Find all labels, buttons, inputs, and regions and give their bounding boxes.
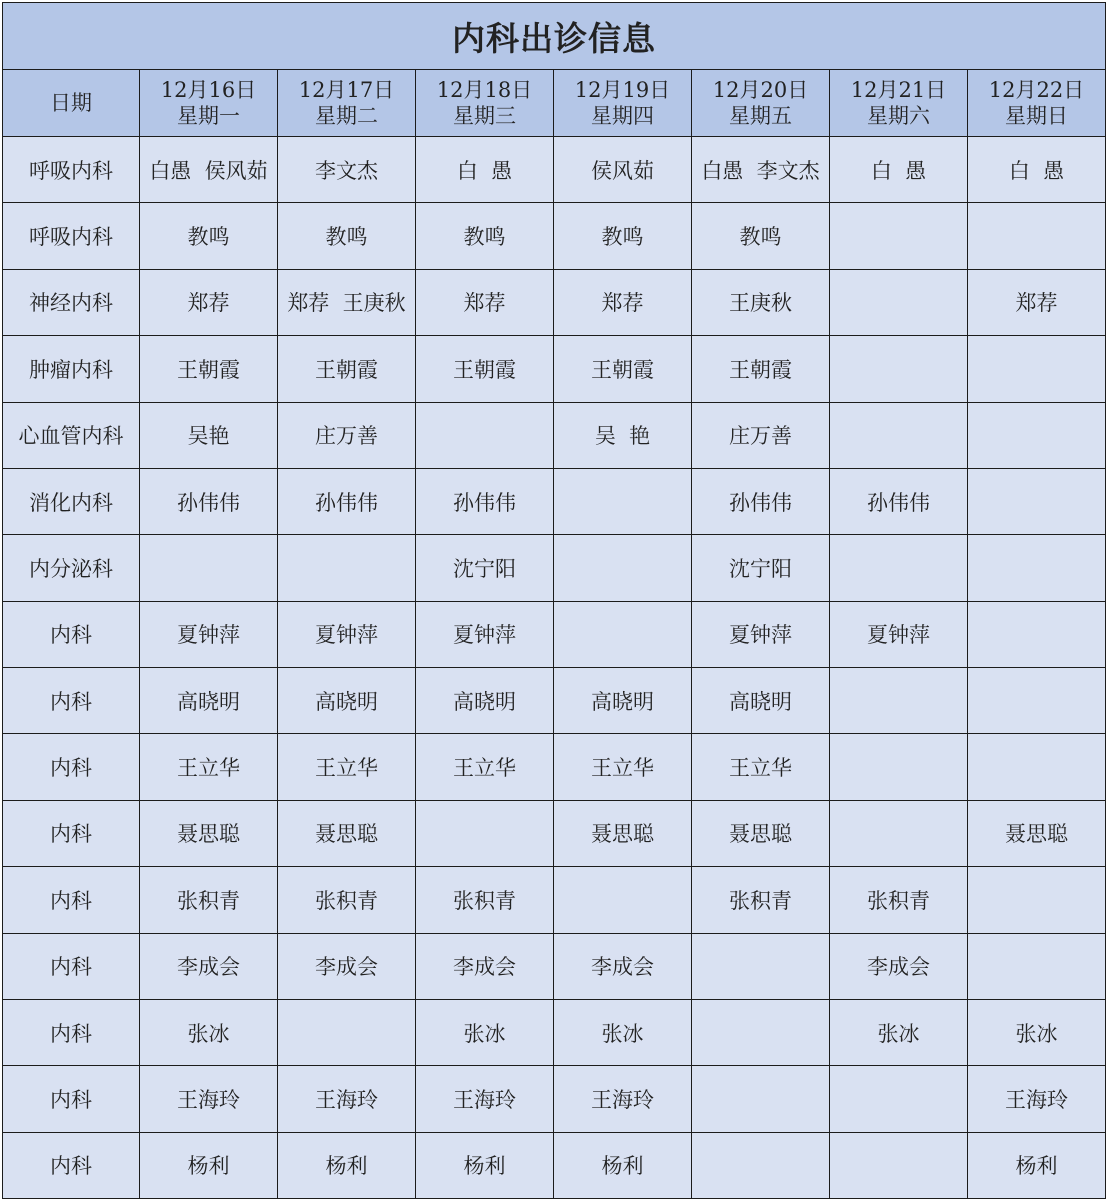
doctor-cell	[554, 867, 692, 933]
day-weekday: 星期一	[177, 104, 240, 128]
doctor-cell	[692, 999, 830, 1065]
doctor-cell: 王海玲	[278, 1066, 416, 1132]
doctor-cell: 吴艳	[140, 402, 278, 468]
doctor-cell: 王庚秋	[692, 269, 830, 335]
table-row	[3, 668, 1106, 734]
doctor-cell: 聂思聪	[692, 800, 830, 866]
doctor-cell: 张积青	[692, 867, 830, 933]
department-cell: 神经内科	[3, 269, 140, 335]
table-row	[3, 336, 1106, 402]
table-row	[3, 402, 1106, 468]
doctor-cell	[416, 402, 554, 468]
doctor-cell: 侯风茹	[554, 137, 692, 203]
doctor-cell: 孙伟伟	[830, 468, 968, 534]
doctor-cell: 张积青	[278, 867, 416, 933]
doctor-cell: 聂思聪	[278, 800, 416, 866]
doctor-cell: 白 愚	[416, 137, 554, 203]
department-cell: 内科	[3, 734, 140, 800]
doctor-cell: 夏钟萍	[278, 601, 416, 667]
doctor-cell	[968, 203, 1106, 269]
doctor-cell: 聂思聪	[554, 800, 692, 866]
doctor-cell	[692, 933, 830, 999]
doctor-cell	[692, 1132, 830, 1198]
table-row	[3, 933, 1106, 999]
doctor-cell: 白愚 侯风茹	[140, 137, 278, 203]
doctor-cell: 张冰	[140, 999, 278, 1065]
day-date: 12月16日	[160, 78, 257, 102]
table-row	[3, 1066, 1106, 1132]
doctor-cell: 王立华	[278, 734, 416, 800]
day-header	[968, 70, 1106, 137]
doctor-cell: 夏钟萍	[830, 601, 968, 667]
day-date: 12月21日	[850, 78, 947, 102]
table-row	[3, 867, 1106, 933]
doctor-cell	[968, 336, 1106, 402]
department-cell: 肿瘤内科	[3, 336, 140, 402]
doctor-cell	[830, 800, 968, 866]
doctor-cell	[968, 668, 1106, 734]
doctor-cell: 高晓明	[554, 668, 692, 734]
doctor-cell: 杨利	[554, 1132, 692, 1198]
doctor-cell	[830, 269, 968, 335]
department-cell: 消化内科	[3, 468, 140, 534]
doctor-cell	[968, 601, 1106, 667]
day-header	[830, 70, 968, 137]
doctor-cell: 沈宁阳	[692, 535, 830, 601]
doctor-cell: 教鸣	[278, 203, 416, 269]
doctor-cell: 王朝霞	[692, 336, 830, 402]
doctor-cell: 杨利	[968, 1132, 1106, 1198]
doctor-cell: 张积青	[830, 867, 968, 933]
doctor-cell	[830, 734, 968, 800]
doctor-cell: 王立华	[416, 734, 554, 800]
day-date: 12月20日	[712, 78, 809, 102]
doctor-cell: 夏钟萍	[140, 601, 278, 667]
department-cell: 内科	[3, 1066, 140, 1132]
doctor-cell: 王海玲	[140, 1066, 278, 1132]
department-cell: 内科	[3, 999, 140, 1065]
doctor-cell: 王立华	[554, 734, 692, 800]
doctor-cell: 王海玲	[968, 1066, 1106, 1132]
day-weekday: 星期三	[453, 104, 516, 128]
department-cell: 心血管内科	[3, 402, 140, 468]
department-cell: 内科	[3, 1132, 140, 1198]
doctor-cell	[554, 601, 692, 667]
doctor-cell: 郑荐	[968, 269, 1106, 335]
doctor-cell: 王朝霞	[416, 336, 554, 402]
doctor-cell: 高晓明	[278, 668, 416, 734]
doctor-cell	[554, 535, 692, 601]
doctor-cell: 白 愚	[830, 137, 968, 203]
department-cell: 内分泌科	[3, 535, 140, 601]
table-row	[3, 734, 1106, 800]
table-row	[3, 601, 1106, 667]
doctor-cell	[278, 999, 416, 1065]
doctor-cell: 孙伟伟	[692, 468, 830, 534]
doctor-cell	[968, 867, 1106, 933]
header-row	[3, 70, 1106, 137]
doctor-cell	[968, 402, 1106, 468]
doctor-cell: 郑荐	[140, 269, 278, 335]
doctor-cell: 王立华	[140, 734, 278, 800]
day-header	[692, 70, 830, 137]
department-cell: 内科	[3, 933, 140, 999]
doctor-cell: 夏钟萍	[416, 601, 554, 667]
doctor-cell	[692, 1066, 830, 1132]
table-row	[3, 1132, 1106, 1198]
doctor-cell: 庄万善	[692, 402, 830, 468]
department-cell: 内科	[3, 800, 140, 866]
doctor-cell: 白愚 李文杰	[692, 137, 830, 203]
day-header	[278, 70, 416, 137]
doctor-cell: 王海玲	[416, 1066, 554, 1132]
doctor-cell	[278, 535, 416, 601]
doctor-cell: 张冰	[830, 999, 968, 1065]
day-header	[554, 70, 692, 137]
doctor-cell: 孙伟伟	[416, 468, 554, 534]
doctor-cell: 李成会	[830, 933, 968, 999]
doctor-cell: 王海玲	[554, 1066, 692, 1132]
doctor-cell: 王朝霞	[554, 336, 692, 402]
doctor-cell	[968, 933, 1106, 999]
outpatient-schedule-table	[2, 2, 1106, 1199]
doctor-cell: 教鸣	[416, 203, 554, 269]
day-weekday: 星期四	[591, 104, 654, 128]
doctor-cell: 张冰	[416, 999, 554, 1065]
doctor-cell: 沈宁阳	[416, 535, 554, 601]
doctor-cell: 郑荐 王庚秋	[278, 269, 416, 335]
doctor-cell: 高晓明	[140, 668, 278, 734]
department-cell: 呼吸内科	[3, 203, 140, 269]
doctor-cell: 李成会	[140, 933, 278, 999]
doctor-cell: 教鸣	[140, 203, 278, 269]
department-cell: 呼吸内科	[3, 137, 140, 203]
doctor-cell	[968, 468, 1106, 534]
doctor-cell: 庄万善	[278, 402, 416, 468]
doctor-cell: 孙伟伟	[140, 468, 278, 534]
day-weekday: 星期日	[1005, 104, 1068, 128]
doctor-cell: 王朝霞	[140, 336, 278, 402]
doctor-cell: 高晓明	[692, 668, 830, 734]
department-cell: 内科	[3, 867, 140, 933]
doctor-cell: 张冰	[968, 999, 1106, 1065]
doctor-cell	[830, 336, 968, 402]
doctor-cell: 杨利	[416, 1132, 554, 1198]
table-row	[3, 468, 1106, 534]
day-header	[416, 70, 554, 137]
day-date: 12月19日	[574, 78, 671, 102]
doctor-cell: 杨利	[140, 1132, 278, 1198]
department-cell: 内科	[3, 668, 140, 734]
doctor-cell: 王朝霞	[278, 336, 416, 402]
table-row	[3, 800, 1106, 866]
doctor-cell: 白 愚	[968, 137, 1106, 203]
table-row	[3, 203, 1106, 269]
day-weekday: 星期五	[729, 104, 792, 128]
department-cell: 内科	[3, 601, 140, 667]
table-row	[3, 137, 1106, 203]
doctor-cell: 郑荐	[416, 269, 554, 335]
table-row	[3, 999, 1106, 1065]
title-row	[3, 3, 1106, 70]
doctor-cell	[830, 535, 968, 601]
day-date: 12月22日	[988, 78, 1085, 102]
doctor-cell: 教鸣	[554, 203, 692, 269]
doctor-cell: 孙伟伟	[278, 468, 416, 534]
doctor-cell: 李成会	[554, 933, 692, 999]
doctor-cell: 聂思聪	[140, 800, 278, 866]
doctor-cell	[830, 402, 968, 468]
doctor-cell	[830, 1066, 968, 1132]
doctor-cell	[968, 535, 1106, 601]
doctor-cell	[416, 800, 554, 866]
doctor-cell: 吴 艳	[554, 402, 692, 468]
doctor-cell: 杨利	[278, 1132, 416, 1198]
doctor-cell: 李成会	[416, 933, 554, 999]
schedule-body	[3, 137, 1106, 1199]
doctor-cell: 王立华	[692, 734, 830, 800]
doctor-cell	[968, 734, 1106, 800]
day-weekday: 星期二	[315, 104, 378, 128]
doctor-cell: 聂思聪	[968, 800, 1106, 866]
day-header	[140, 70, 278, 137]
doctor-cell	[554, 468, 692, 534]
day-weekday: 星期六	[867, 104, 930, 128]
doctor-cell	[140, 535, 278, 601]
table-row	[3, 535, 1106, 601]
table-row	[3, 269, 1106, 335]
doctor-cell	[830, 668, 968, 734]
doctor-cell: 高晓明	[416, 668, 554, 734]
doctor-cell: 夏钟萍	[692, 601, 830, 667]
page-title: 内科出诊信息	[3, 3, 1106, 70]
doctor-cell: 李成会	[278, 933, 416, 999]
doctor-cell: 郑荐	[554, 269, 692, 335]
doctor-cell: 张冰	[554, 999, 692, 1065]
doctor-cell	[830, 1132, 968, 1198]
date-label-header: 日期	[3, 70, 140, 137]
day-date: 12月17日	[298, 78, 395, 102]
doctor-cell: 教鸣	[692, 203, 830, 269]
doctor-cell: 张积青	[416, 867, 554, 933]
day-date: 12月18日	[436, 78, 533, 102]
doctor-cell	[830, 203, 968, 269]
doctor-cell: 张积青	[140, 867, 278, 933]
doctor-cell: 李文杰	[278, 137, 416, 203]
